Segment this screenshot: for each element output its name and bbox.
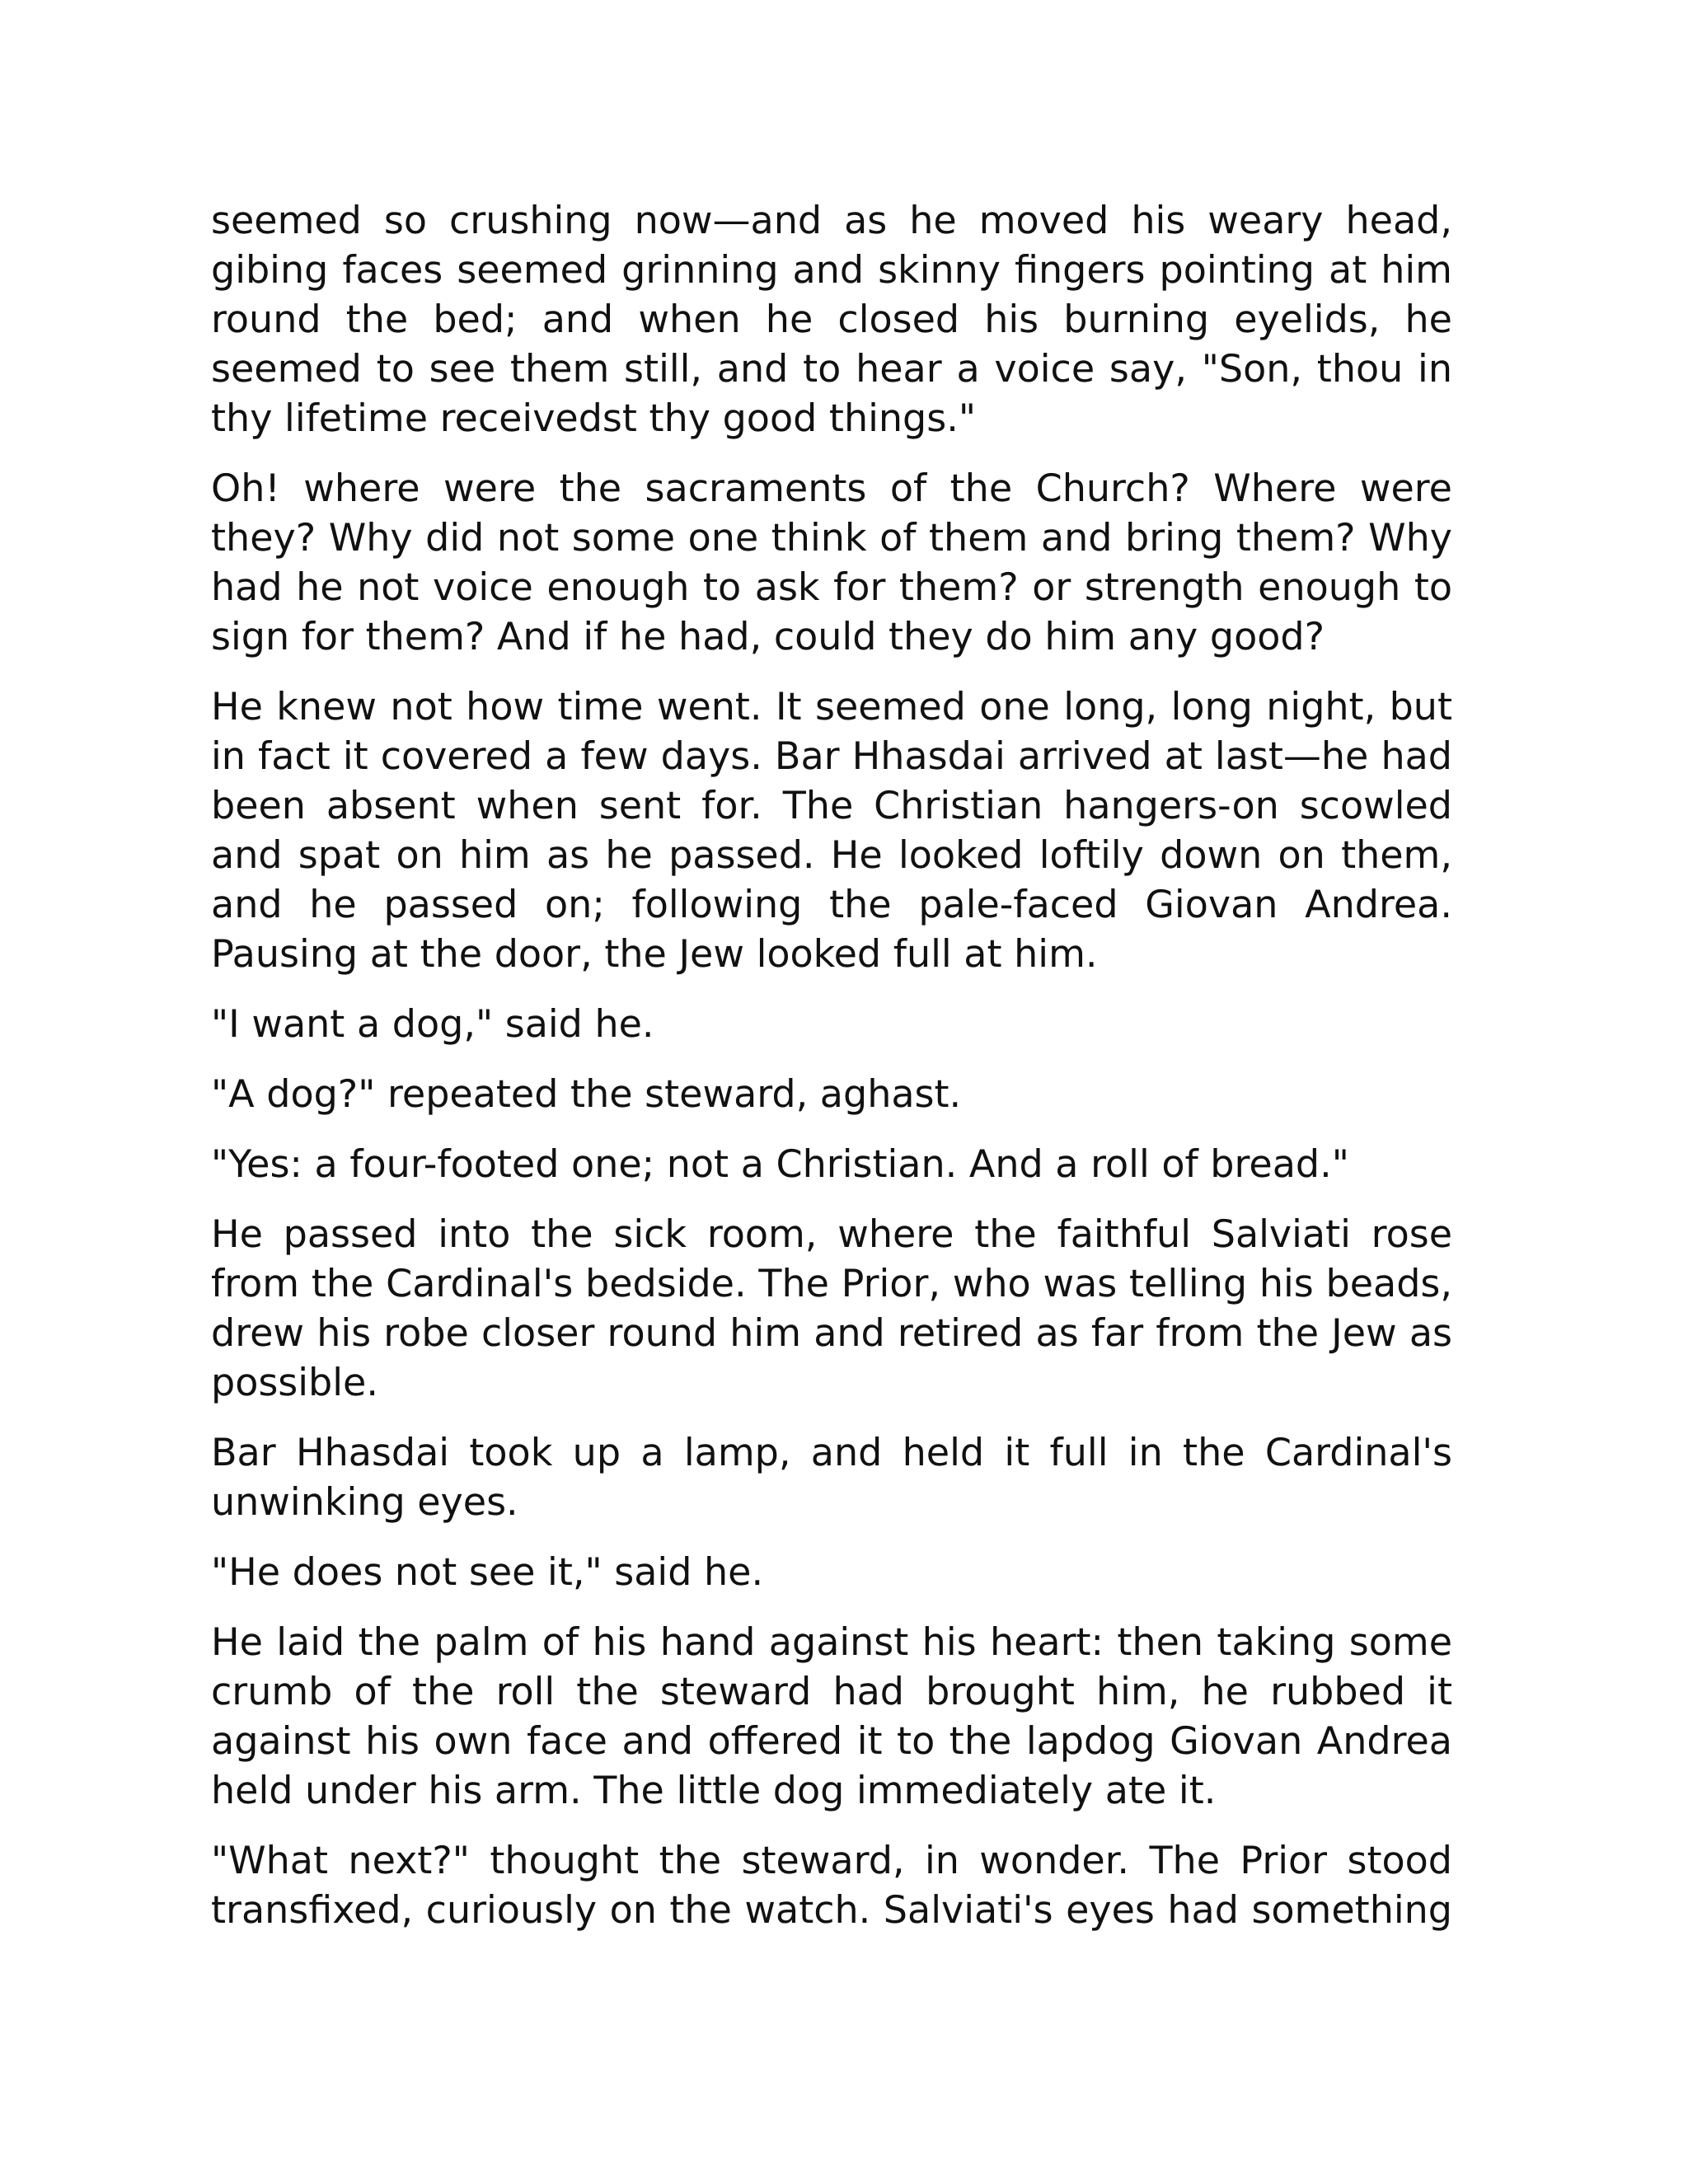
paragraph: seemed so crushing now—and as he moved his weary head, gibing faces seemed grinning and skinny fingers pointing at him round the bed; and when he closed his burning eyelids, he seemed to see them still, and to hear a voice say, "Son, thou in thy lifetime receivedst thy good things." <box>211 198 1452 440</box>
paragraph: He laid the palm of his hand against his heart: then taking some crumb of the roll the steward had brought him, he rubbed it against his own face and offered it to the lapdog Giovan Andrea held under his arm. The little dog immediately ate it. <box>211 1619 1452 1812</box>
paragraph: Oh! where were the sacraments of the Church? Where were they? Why did not some one think of them and bring them? Why had he not voice enough to ask for them? or strength enough to sign for them? And if he had, could they do him any good? <box>211 466 1452 658</box>
paragraph: He passed into the sick room, where the faithful Salviati rose from the Cardinal's bedside. The Prior, who was telling his beads, drew his robe closer round him and retired as far from the Jew as possible. <box>211 1212 1452 1404</box>
body-text <box>211 195 1452 1955</box>
paragraph: "He does not see it," said he. <box>211 1549 764 1594</box>
paragraph-continued: "What next?" thought the steward, in wonder. The Prior stood transfixed, curiously on the watch. Salviati's eyes had something <box>211 1838 1452 1932</box>
paragraph: "I want a dog," said he. <box>211 1001 654 1046</box>
paragraph: He knew not how time went. It seemed one long, long night, but in fact it covered a few days. Bar Hhasdai arrived at last—he had been absent when sent for. The Christian hangers-on scowled and spat on him as he passed. He looked loftily down on them, and he passed on; following the pale-faced Giovan Andrea. Pausing at the door, the Jew looked full at him. <box>211 684 1452 976</box>
paragraph: Bar Hhasdai took up a lamp, and held it full in the Cardinal's unwinking eyes. <box>211 1430 1452 1524</box>
paragraph: "A dog?" repeated the steward, aghast. <box>211 1071 962 1116</box>
paragraph: "Yes: a four-footed one; not a Christian. And a roll of bread." <box>211 1141 1349 1186</box>
